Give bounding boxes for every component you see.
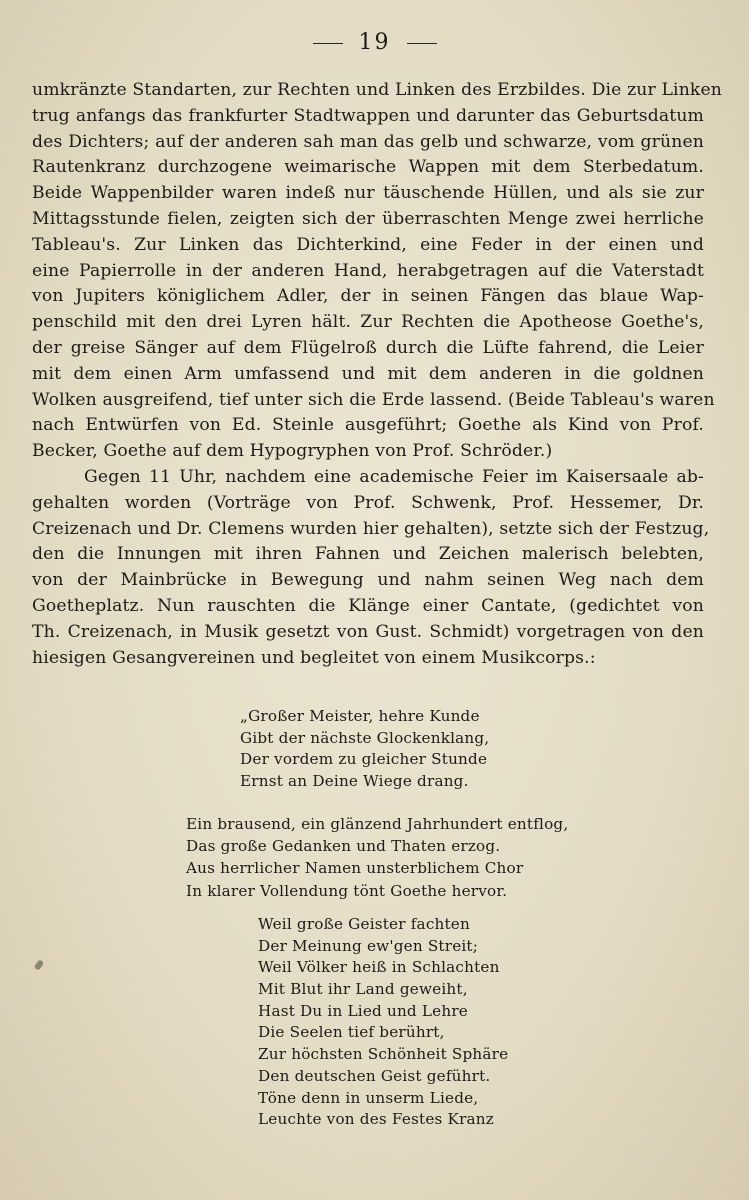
text-line: hiesigen Gesangvereinen und begleitet von einem Musikcorps.: (32, 647, 596, 668)
poem-line: Der vordem zu gleicher Stunde (240, 750, 488, 769)
poem-line: Den deutschen Geist geführt. (258, 1066, 491, 1085)
text-line: des Dichters; auf der anderen sah man das gelb und schwarze, vom grünen (32, 131, 704, 152)
poem-line: Ein brausend, ein glänzend Jahrhundert entflog, (186, 815, 569, 833)
poem-line: Zur höchsten Schönheit Sphäre (258, 1045, 509, 1064)
text-line: umkränzte Standarten, zur Rechten und Linken des Erzbildes. Die zur Linken (32, 80, 723, 100)
text-line: gehalten worden (Vorträge von Prof. Schwenk, Prof. Hessemer, Dr. (32, 492, 704, 513)
text-line: Beide Wappenbilder waren indeß nur täuschende Hüllen, und als sie zur (32, 183, 704, 204)
body-text (32, 78, 723, 671)
text-line: mit dem einen Arm umfassend und mit dem anderen in die goldnen (32, 363, 704, 384)
text-line: Becker, Goethe auf dem Hypogryphen von Prof. Schröder.) (32, 441, 553, 462)
poem-line: Der Meinung ew'gen Streit; (258, 936, 479, 955)
poem-line: Das große Gedanken und Thaten erzog. (186, 837, 501, 856)
text-line: von Jupiters königlichem Adler, der in seinen Fängen das blaue Wap- (32, 286, 704, 307)
text-line: von der Mainbrücke in Bewegung und nahm seinen Weg nach dem (32, 570, 704, 591)
poem-line: Mit Blut ihr Land geweiht, (258, 980, 468, 999)
poem-line: Ernst an Deine Wiege drang. (240, 772, 469, 791)
page-number: 19 (358, 30, 391, 55)
poem-line: „Großer Meister, hehre Kunde (240, 707, 480, 725)
text-line: penschild mit den drei Lyren hält. Zur Rechten die Apotheose Goethe's, (32, 312, 704, 333)
poem-line: Gibt der nächste Glockenklang, (240, 728, 490, 747)
poem-line: Hast Du in Lied und Lehre (258, 1001, 468, 1020)
poem-stanza-2 (186, 813, 568, 902)
left-dash (313, 43, 343, 44)
text-line: trug anfangs das frankfurter Stadtwappen und darunter das Geburtsdatum (32, 105, 704, 126)
text-line: Creizenach und Dr. Clemens wurden hier gehalten), setzte sich der Festzug, (32, 518, 710, 539)
text-line: den die Innungen mit ihren Fahnen und Zeichen malerisch belebten, (32, 544, 704, 565)
poem-line: In klarer Vollendung tönt Goethe hervor. (186, 881, 508, 900)
poem-stanza-3 (258, 914, 508, 1131)
text-line: der greise Sänger auf dem Flügelroß durch die Lüfte fahrend, die Leier (32, 337, 704, 358)
poem-line: Aus herrlicher Namen unsterblichem Chor (186, 859, 524, 878)
text-line: Rautenkranz durchzogene weimarische Wappen mit dem Sterbedatum. (32, 157, 704, 178)
text-line: Wolken ausgreifend, tief unter sich die Erde lassend. (Beide Tableau's waren (32, 389, 715, 410)
right-dash (407, 43, 437, 44)
poem-line: Leuchte von des Festes Kranz (258, 1110, 494, 1129)
poem-line: Weil große Geister fachten (258, 915, 470, 933)
page-number-header (0, 30, 749, 55)
poem-line: Töne denn in unserm Liede, (258, 1088, 479, 1107)
text-line: nach Entwürfen von Ed. Steinle ausgeführt; Goethe als Kind von Prof. (32, 415, 704, 436)
text-line: Goetheplatz. Nun rauschten die Klänge einer Cantate, (gedichtet von (32, 595, 704, 616)
text-line: Gegen 11 Uhr, nachdem eine academische Feier im Kaisersaale ab- (84, 466, 704, 487)
ink-mark (34, 959, 45, 971)
text-line: Th. Creizenach, in Musik gesetzt von Gust. Schmidt) vorgetragen von den (32, 621, 704, 642)
text-line: Tableau's. Zur Linken das Dichterkind, eine Feder in der einen und (32, 234, 704, 255)
poem-stanza-1 (240, 706, 489, 793)
poem-line: Weil Völker heiß in Schlachten (258, 958, 500, 977)
poem-line: Die Seelen tief berührt, (258, 1023, 445, 1042)
text-line: Mittagsstunde fielen, zeigten sich der überraschten Menge zwei herrliche (32, 208, 704, 229)
text-line: eine Papierrolle in der anderen Hand, herabgetragen auf die Vaterstadt (32, 260, 704, 281)
